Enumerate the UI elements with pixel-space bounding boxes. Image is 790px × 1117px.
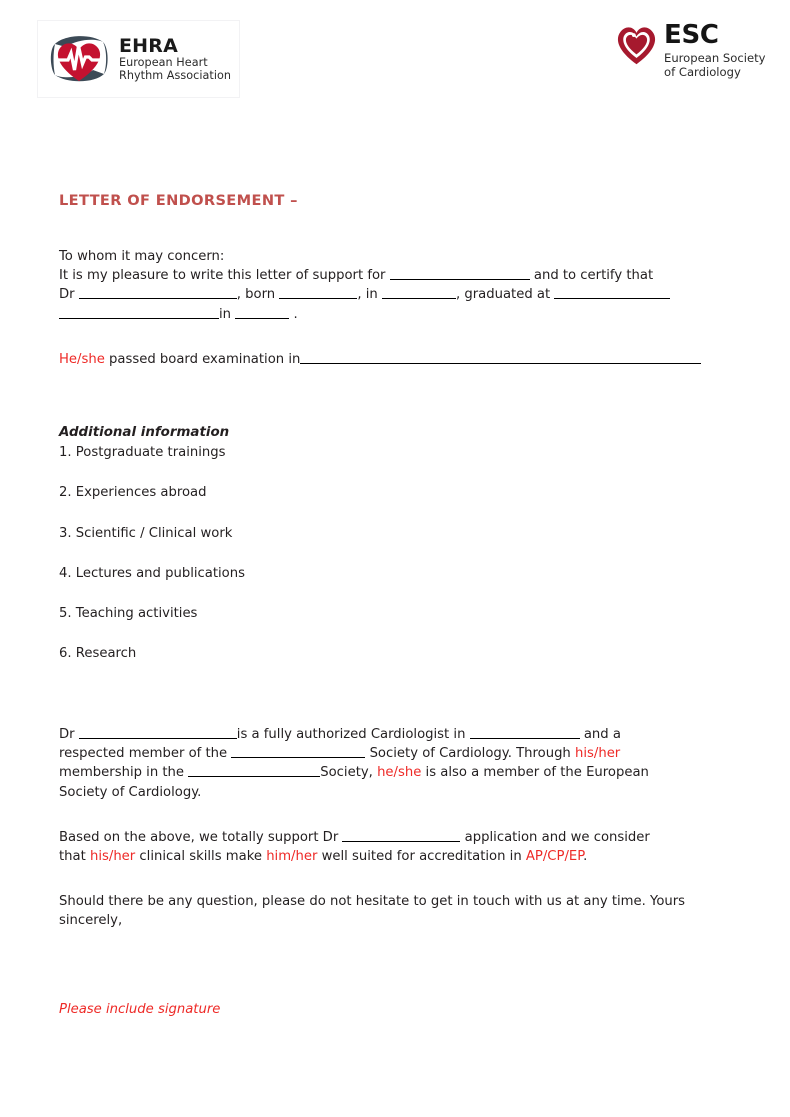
intro-text-1: It is my pleasure to write this letter of support for [59, 268, 386, 284]
intro-text-6: , graduated at [455, 287, 551, 303]
document-header [0, 0, 790, 120]
support-text-9: . [583, 848, 588, 864]
ehra-abbrev: EHRA [119, 34, 179, 57]
closing-paragraph: Should there be any question, please do not hesitate to get in touch with us at any time. Yours sincerely, [59, 893, 686, 929]
ehra-logo-text [119, 36, 231, 82]
esc-abbrev: ESC [664, 20, 719, 50]
additional-item-3: 3. Scientific / Clinical work [59, 525, 233, 541]
membership-text-10: is also a member of the European [425, 765, 649, 781]
blank-candidate-name[interactable] [390, 267, 530, 281]
additional-item-1: 1. Postgraduate trainings [59, 445, 226, 461]
page-title: LETTER OF ENDORSEMENT – [59, 192, 298, 209]
membership-text-8: Society, [320, 765, 373, 781]
intro-text-3: Dr [59, 287, 75, 303]
pronoun-he-she: He/she [59, 351, 105, 367]
membership-paragraph [59, 725, 727, 802]
intro-text-5: , in [357, 287, 378, 303]
ehra-name-line-2: Rhythm Association [119, 68, 232, 82]
additional-item-6: 6. Research [59, 646, 137, 661]
esc-logo [614, 22, 774, 92]
intro-text-2: and to certify that [533, 268, 654, 284]
blank-graduation-institution-2[interactable] [59, 305, 219, 319]
additional-item-2: 2. Experiences abroad [59, 485, 207, 501]
intro-text-4: , born [236, 287, 276, 303]
additional-item-5: 5. Teaching activities [59, 605, 198, 621]
intro-paragraph [59, 266, 727, 323]
board-exam-text: passed board examination in [109, 351, 301, 367]
board-exam-paragraph [59, 350, 727, 369]
membership-text-3: and a [583, 727, 621, 743]
pronoun-his-her-2: his/her [89, 848, 136, 864]
intro-text-8: . [293, 306, 298, 322]
accreditation-options: AP/CP/EP [525, 848, 584, 864]
blank-doctor-name[interactable] [79, 286, 237, 300]
blank-birth-place[interactable] [382, 286, 456, 300]
esc-name-line-2: of Cardiology [664, 65, 741, 80]
membership-text-7: membership in the [59, 765, 185, 781]
support-text-7: well suited for accreditation in [321, 848, 522, 864]
blank-national-society-1[interactable] [231, 745, 365, 759]
ehra-heart-ecg-logo [48, 31, 110, 87]
membership-text-5: Society of Cardiology. Through [369, 746, 571, 762]
esc-heart-logo [614, 23, 659, 66]
intro-text-7: in [219, 306, 232, 322]
ehra-logo [37, 20, 240, 98]
blank-country[interactable] [470, 726, 580, 740]
support-text-1: Based on the above, we totally support Dr [59, 829, 339, 845]
support-paragraph [59, 828, 727, 866]
membership-text-2: is a fully authorized Cardiologist in [236, 727, 466, 743]
blank-graduation-year[interactable] [235, 305, 289, 319]
signature-note: Please include signature [59, 1002, 221, 1018]
blank-national-society-2[interactable] [188, 764, 320, 778]
esc-name-line-1: European Society [664, 51, 766, 65]
additional-item-4: 4. Lectures and publications [59, 565, 245, 581]
esc-logo-text [664, 22, 766, 80]
blank-board-examination[interactable] [300, 350, 701, 364]
blank-applicant-name[interactable] [342, 828, 460, 842]
membership-text-11: Society of Cardiology. [59, 784, 202, 800]
blank-birth-date[interactable] [279, 286, 357, 300]
ehra-name-line-1: European Heart [119, 56, 208, 70]
support-text-3: that [59, 848, 86, 864]
support-text-2: application and we consider [464, 829, 650, 845]
support-text-5: clinical skills make [139, 848, 262, 864]
blank-graduation-institution-1[interactable] [554, 286, 670, 300]
membership-text-4: respected member of the [59, 746, 228, 762]
additional-information-heading: Additional information [59, 424, 230, 440]
pronoun-he-she-2: he/she [377, 765, 422, 781]
letter-body [59, 190, 727, 1019]
membership-text-1: Dr [59, 727, 75, 743]
pronoun-his-her-1: his/her [575, 746, 621, 762]
salutation: To whom it may concern: [59, 249, 225, 265]
blank-membership-doctor-name[interactable] [79, 726, 237, 740]
pronoun-him-her: him/her [266, 848, 318, 864]
